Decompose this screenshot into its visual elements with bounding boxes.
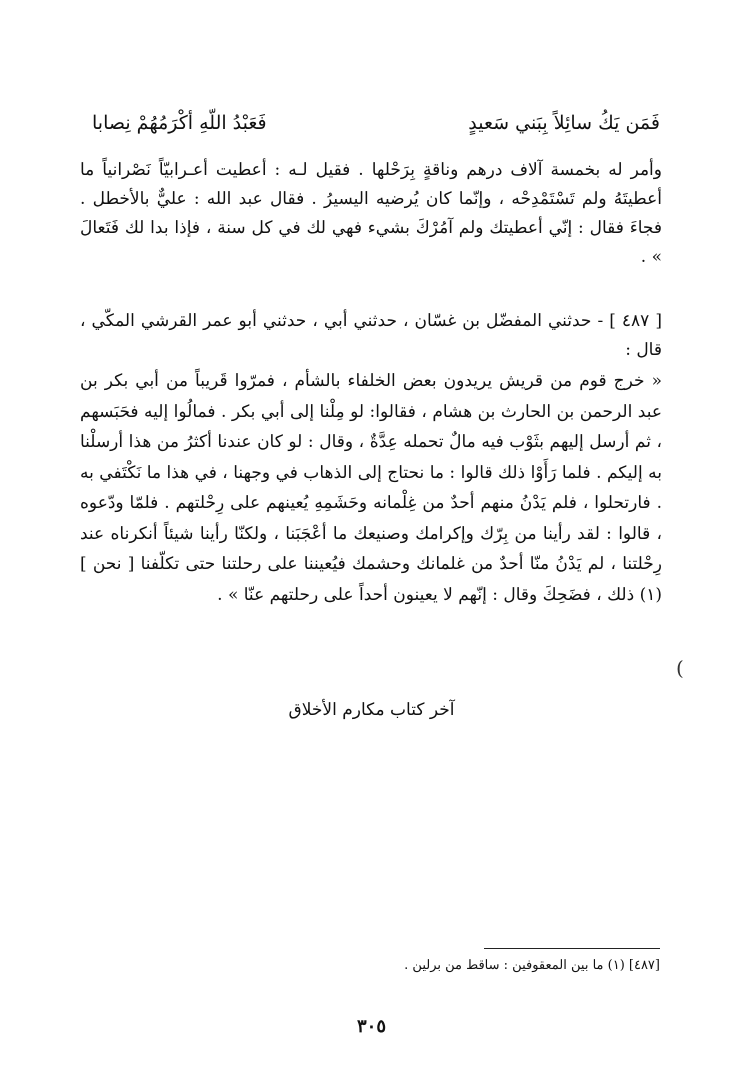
verse-second-hemistich: فَعَبْدُ اللّهِ أكْرَمُهُمْ نِصابا [92, 112, 267, 134]
paragraph-quraysh-story: « خرج قوم من قريش يريدون بعض الخلفاء بالشأم ، فمرّوا قَريباً من أبي بكر بن عبد الرحمن بن الحارث بن هشام ، فقالوا: لو مِلْنا إلى أبي بكر . فمالُوا إليه فحَبَسهم ، ثم أرسل إليهم بثَوْب فيه مالٌ تحمله عِدَّةٌ ، وقال : لو كان عندنا أكثرُ من هذا أرسلْنا به إليكم . فلما رَأَوْا ذلك قالوا : ما نحتاج إلى الذهاب في وجهنا ، في هذا ما نَكْتَفي به . فارتحلوا ، فلم يَدْنُ منهم أحدٌ من غِلْمانه وحَشَمِهِ يُعينهم على رِحْلتهم . فلمّا ودّعوه ، قالوا : لقد رأينا من بِرّك وإكرامك وصنيعك ما أعْجَبَنا ، ولكنّا رأينا شيئاً أنكرناه عند رِحْلتنا ، لم يَدْنُ منّا أحدٌ من غلمانك وحشمك فيُعيننا على رحلتنا حتى تكلّفنا [ نحن ](١) ذلك ، فضَحِكَ وقال : إنّهم لا يعينون أحداً على رحلتهم عنّا » . [80, 371, 662, 605]
margin-parenthesis-mark: ( [676, 656, 684, 680]
footnote: [٤٨٧] (١) ما بين المعقوفين : ساقط من برلين . [404, 958, 660, 973]
verse-first-hemistich: فَمَن يَكُ سائِلاً بِبَني سَعيدٍ [468, 112, 660, 134]
poetry-verse [92, 106, 660, 146]
footnote-divider [484, 948, 660, 949]
page-number: ٣٠٥ [356, 1016, 386, 1037]
paragraph-isnad-487: [ ٤٨٧ ] - حدثني المفضّل بن غسّان ، حدثني أبي ، حدثني أبو عمر القرشي المكّي ، قال : [80, 311, 662, 360]
paragraph-gift-story: وأمر له بخمسة آلاف درهم وناقةٍ بِرَحْلها . فقيل لـه : أعطيت أعـرابيّاً نَصْرانياً ما أعطيتَهُ ولم تَسْتَمْدِحْه ، وإنّما كان يُرضيه اليسيرُ . فقال عبد الله : عليٌّ بالأخطل . فجاءَ فقال : إنّي أعطيتك ولم آمُرْكَ بشيء فهي لك في كل سنة ، فإذا بدا لك فَتَعالَ » . [80, 160, 662, 267]
book-end-heading: آخر كتاب مكارم الأخلاق [288, 700, 455, 720]
